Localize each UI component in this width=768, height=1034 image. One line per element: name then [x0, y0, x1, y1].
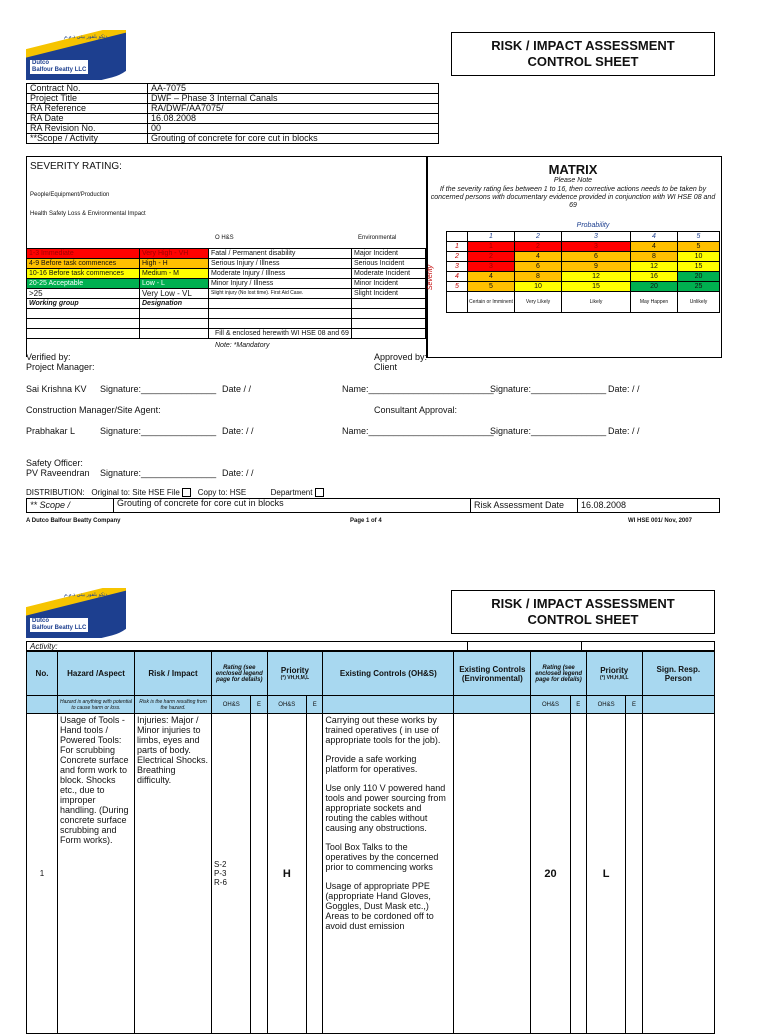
severity-heading: SEVERITY RATING: — [30, 161, 122, 172]
project-manager-label: Project Manager: — [26, 362, 95, 372]
severity-row: 4-9 Before task commences High - H Serious Injury / Illness Serious Incident — [27, 259, 426, 269]
fill-note: Fill & enclosed herewith WI HSE 08 and 69 — [215, 330, 349, 337]
so-date-field[interactable]: Date: / / — [222, 468, 254, 478]
company-logo: دتكو بلفور بيتي ذ.م.م Dutco Balfour Beatty LLC — [26, 30, 126, 80]
consultant-signature-field[interactable]: Signature:_______________ — [490, 426, 607, 436]
pm-date-field[interactable]: Date / / — [222, 384, 252, 394]
risk-assessment-table — [26, 651, 715, 1034]
ra-subheader-row: Hazard is anything with potential to cause harm or loss. Risk is the harm resulting from the hazard. OH&S E OH&S E OH&S E OH&S E — [27, 696, 715, 714]
pm-name: Sai Krishna KV — [26, 384, 87, 394]
page2-title-line2: CONTROL SHEET — [527, 612, 639, 627]
matrix-note: If the severity rating lies between 1 to 16, then corrective actions needs to be taken by concerned persons with documentary evidence provided in conjunction with WI HSE 08 and 69 — [430, 186, 716, 209]
info-row: Contract No. AA-7075 — [27, 84, 439, 94]
footer-docref: WI HSE 001/ Nov, 2007 — [628, 518, 692, 524]
probability-label: Probability — [576, 222, 610, 229]
matrix-row: 1 1 2 3 4 5 — [447, 242, 720, 252]
mandatory-note: Note: *Mandatory — [215, 342, 270, 349]
activity-bar: Activity: — [26, 641, 715, 651]
table-row: 1 Usage of Tools - Hand tools / Powered Tools: For scrubbing Concrete surface and form work to block. Shocks etc., due to improper handling. (During concrete surface scrubbing and Form works). Injuries: Major / Minor injuries to limbs, eyes and parts of body. Electrical Shocks. Breathing difficulty. S-2 P-3 R-6 H Carrying out these works by trained operatives ( in use of appropriate tools for the job). Provide a safe working platform for operatives. Use only 110 V powered hand tools and power sourcing from appropriate sockets and routing the cables without causing any obstructions. Tool Box Talks to the operatives by the concerned prior to commencing works Usage of appropriate PPE (appropriate Hand Gloves, Goggles, Dust Mask etc.,) Areas to be cordoned off to avoid dust emission 20 L — [27, 714, 715, 1034]
safety-officer-label: Safety Officer: — [26, 458, 83, 468]
risk-matrix: 1 2 3 4 5 1 1 2 3 4 5 2 2 4 6 8 10 3 3 6 9 12 15 4 4 8 12 16 20 5 5 10 15 20 25 Certain or Imminent Very Likely Likely May Happen Unlikely — [446, 231, 720, 313]
ohs-col-label: O H&S — [215, 235, 234, 241]
matrix-row: 4 4 8 12 16 20 — [447, 272, 720, 282]
matrix-row: 5 5 10 15 20 25 — [447, 282, 720, 292]
consultant-name-field[interactable]: Name:_________________________ — [342, 426, 494, 436]
company-logo-page2: دتكو بلفور بيتي ذ.م.م Dutco Balfour Beatty LLC — [26, 588, 126, 638]
scope-table: ** Scope / Grouting of concrete for core cut in blocks Risk Assessment Date 16.08.2008 — [26, 498, 720, 513]
consultant-date-field[interactable]: Date: / / — [608, 426, 640, 436]
client-signature-field[interactable]: Signature:_______________ — [490, 384, 607, 394]
cm-label: Construction Manager/Site Agent: — [26, 405, 161, 415]
title-box — [451, 32, 715, 76]
site-hse-file-checkbox[interactable] — [182, 488, 191, 497]
matrix-title: MATRIX — [548, 162, 598, 177]
people-label: People/Equipment/Production — [30, 192, 110, 198]
cm-signature-field[interactable]: Signature:_______________ — [100, 426, 217, 436]
info-row: RA Revision No. 00 — [27, 124, 439, 134]
info-row: **Scope / Activity Grouting of concrete for core cut in blocks — [27, 134, 439, 144]
page2-title-line1: RISK / IMPACT ASSESSMENT — [491, 596, 675, 611]
health-label: Health Safety Loss & Environmental Impact — [30, 211, 146, 217]
severity-row: 10-16 Before task commences Medium - M Moderate Injury / Illness Moderate Incident — [27, 269, 426, 279]
severity-row: 20-25 Acceptable Low - L Minor Injury / Illness Minor Incident — [27, 279, 426, 289]
client-label: Client — [374, 362, 398, 372]
matrix-row: 3 3 6 9 12 15 — [447, 262, 720, 272]
contract-info-table — [26, 83, 439, 144]
so-name: PV Raveendran — [26, 468, 90, 478]
severity-row: Working group Designation — [27, 299, 426, 309]
footer-page: Page 1 of 4 — [350, 518, 382, 524]
env-col-label: Environmental — [358, 235, 397, 241]
info-row: Project Title DWF – Phase 3 Internal Canals — [27, 94, 439, 104]
severity-row: >25 Very Low - VL Slight injury (No lost time). First Aid Case. Slight Incident — [27, 289, 426, 299]
verified-by: Verified by: — [26, 352, 71, 362]
distribution-row: DISTRIBUTION: Original to: Site HSE File Copy to: HSE Department — [26, 488, 324, 497]
client-date-field[interactable]: Date: / / — [608, 384, 640, 394]
probability-label-row: Certain or Imminent Very Likely Likely May Happen Unlikely — [447, 292, 720, 313]
approved-by: Approved by: — [374, 352, 428, 362]
info-row: RA Reference RA/DWF/AA7075/ — [27, 104, 439, 114]
info-row: RA Date 16.08.2008 — [27, 114, 439, 124]
page-title-line1: RISK / IMPACT ASSESSMENT — [491, 38, 675, 53]
cm-date-field[interactable]: Date: / / — [222, 426, 254, 436]
footer-company: A Dutco Balfour Beatty Company — [26, 518, 121, 524]
pm-signature-field[interactable]: Signature:_______________ — [100, 384, 217, 394]
cm-name: Prabhakar L — [26, 426, 76, 436]
please-note: Please Note — [553, 177, 593, 184]
ra-header-row: No. Hazard /Aspect Risk / Impact Rating (see enclosed legend page for details) Priority (*) VH,H,M,L Existing Controls (OH&S) Existing Controls (Environmental) Rating (see enclosed legend page for details) Priority (*) VH,H,M,L Sign. Resp. Person — [27, 652, 715, 696]
consultant-label: Consultant Approval: — [374, 405, 458, 415]
severity-row: 1-3 Immediate Very High - VH Fatal / Permanent disability Major Incident — [27, 249, 426, 259]
matrix-row: 2 2 4 6 8 10 — [447, 252, 720, 262]
department-checkbox[interactable] — [315, 488, 324, 497]
title-box-page2 — [451, 590, 715, 634]
client-name-field[interactable]: Name:_________________________ — [342, 384, 494, 394]
so-signature-field[interactable]: Signature:_______________ — [100, 468, 217, 478]
severity-table — [26, 248, 426, 339]
page-title-line2: CONTROL SHEET — [527, 54, 639, 69]
severity-vertical-label: Severity — [427, 264, 435, 291]
